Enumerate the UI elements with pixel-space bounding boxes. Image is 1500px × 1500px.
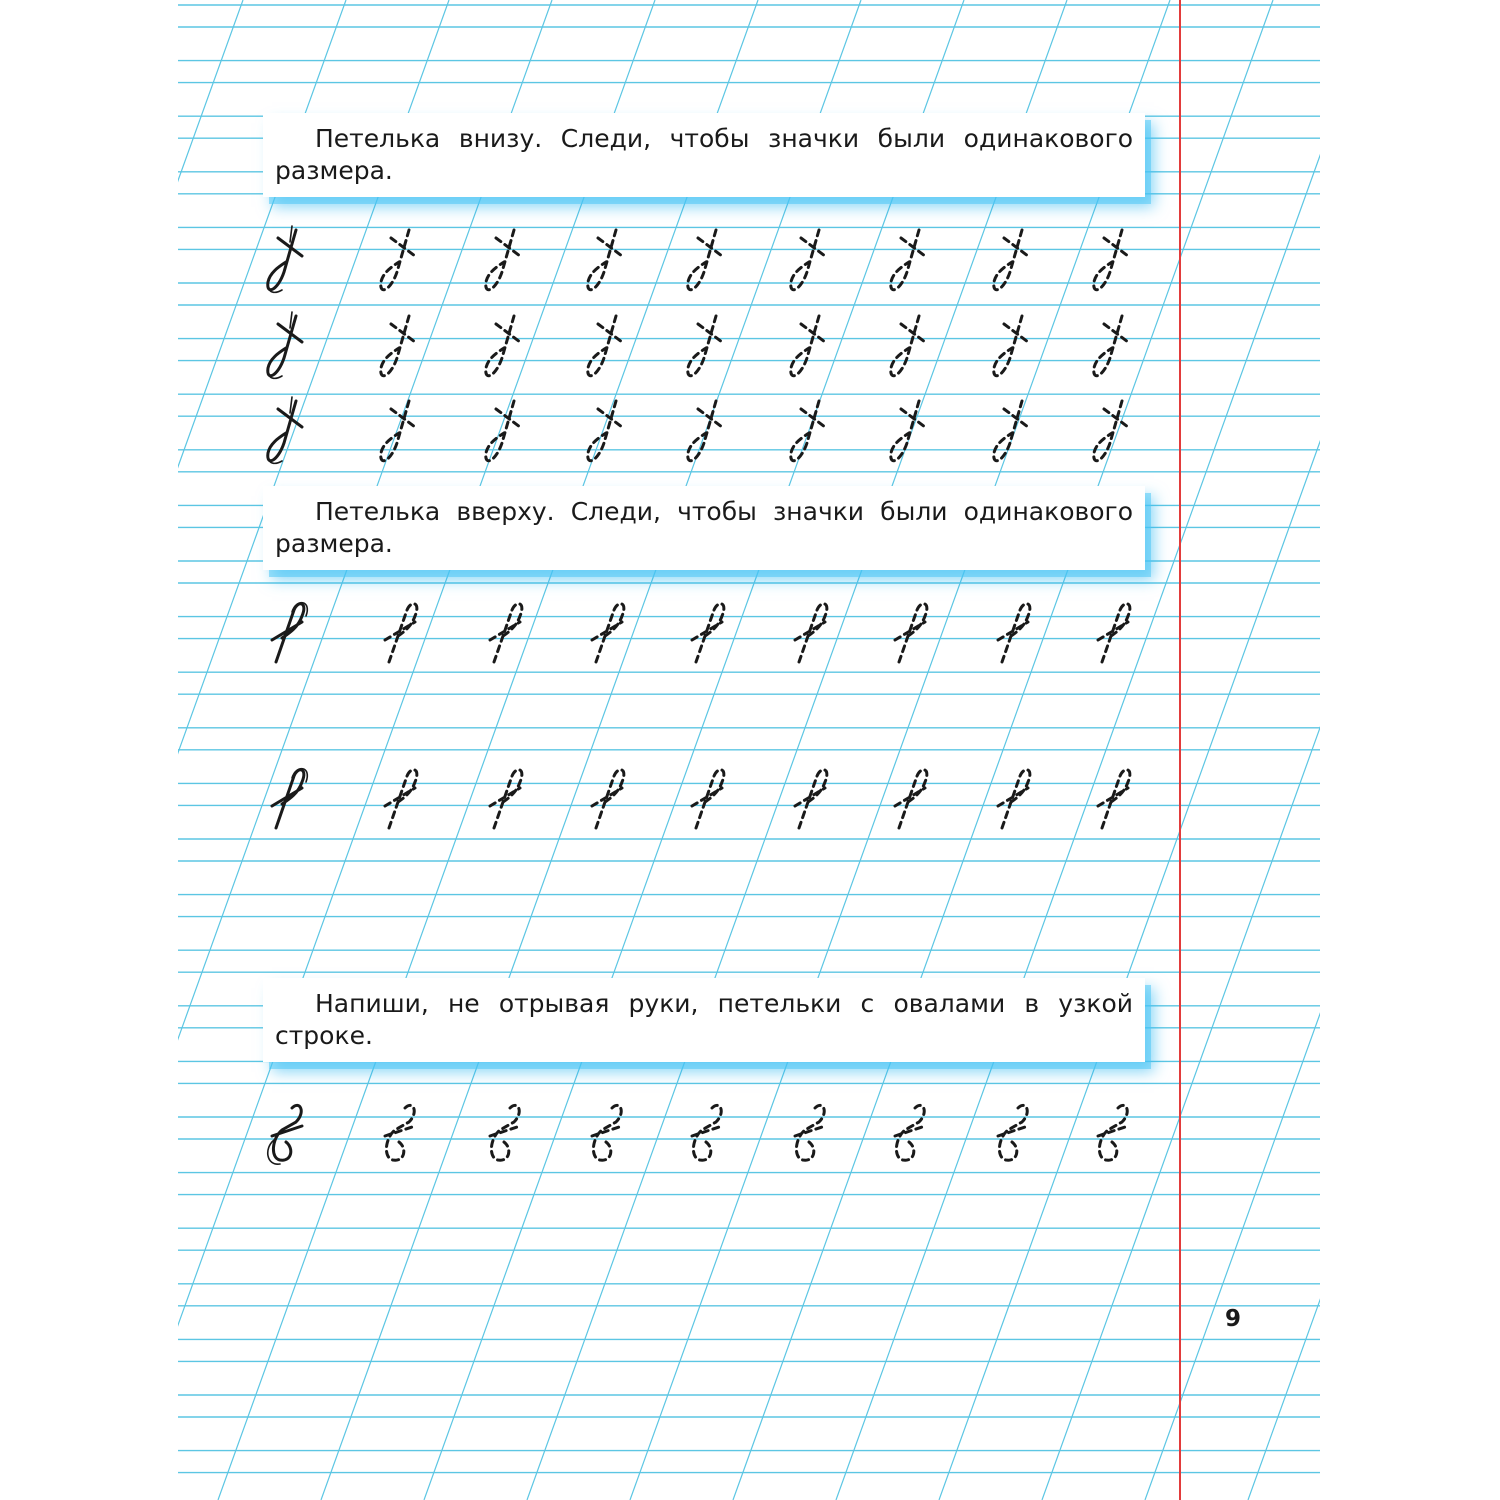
loop-stroke bbox=[381, 316, 415, 376]
letter-element-loop-bottom bbox=[268, 397, 302, 463]
loop-stroke bbox=[588, 230, 622, 290]
loop-stroke bbox=[688, 401, 722, 461]
letter-element-loop-oval bbox=[692, 1105, 722, 1160]
loop-stroke bbox=[272, 604, 304, 662]
letter-element-loop-bottom bbox=[486, 316, 520, 376]
loop-stroke bbox=[268, 401, 302, 461]
page-number: 9 bbox=[1225, 1306, 1242, 1332]
letter-element-loop-bottom bbox=[588, 401, 622, 461]
letter-element-loop-oval bbox=[795, 1105, 825, 1160]
letter-element-loop-top bbox=[490, 604, 522, 662]
loop-stroke bbox=[381, 401, 415, 461]
letter-element-loop-top bbox=[895, 770, 927, 828]
letter-element-loop-oval bbox=[490, 1105, 520, 1160]
letter-element-loop-top bbox=[692, 770, 724, 828]
loop-oval-stroke bbox=[592, 1105, 622, 1160]
letter-element-loop-top bbox=[998, 604, 1030, 662]
letter-element-loop-top bbox=[385, 604, 417, 662]
letter-element-loop-bottom bbox=[891, 230, 925, 290]
loop-stroke bbox=[486, 230, 520, 290]
letter-element-loop-bottom bbox=[994, 316, 1028, 376]
letter-element-loop-bottom bbox=[994, 230, 1028, 290]
loop-stroke bbox=[891, 230, 925, 290]
loop-stroke bbox=[486, 401, 520, 461]
letter-element-loop-bottom bbox=[588, 230, 622, 290]
loop-stroke bbox=[891, 316, 925, 376]
letter-element-loop-bottom bbox=[1094, 230, 1128, 290]
letter-element-loop-bottom bbox=[891, 316, 925, 376]
loop-oval-stroke bbox=[490, 1105, 520, 1160]
task-instruction-1: Петелька внизу. Следи, чтобы значки были одинакового размера. bbox=[263, 113, 1145, 197]
letter-element-loop-top bbox=[795, 770, 827, 828]
letter-element-loop-bottom bbox=[791, 230, 825, 290]
loop-stroke bbox=[692, 604, 724, 662]
letter-element-loop-oval bbox=[998, 1105, 1028, 1160]
loop-stroke bbox=[895, 770, 927, 828]
letter-element-loop-top bbox=[895, 604, 927, 662]
letter-element-loop-bottom bbox=[268, 312, 302, 378]
letter-element-loop-top bbox=[592, 604, 624, 662]
letter-element-loop-bottom bbox=[381, 316, 415, 376]
loop-oval-stroke bbox=[272, 1105, 302, 1160]
loop-stroke bbox=[795, 770, 827, 828]
letter-element-loop-bottom bbox=[381, 230, 415, 290]
letter-element-loop-oval bbox=[1098, 1105, 1128, 1160]
loop-stroke bbox=[795, 604, 827, 662]
loop-stroke bbox=[994, 230, 1028, 290]
loop-oval-stroke bbox=[385, 1105, 415, 1160]
letter-element-loop-bottom bbox=[791, 316, 825, 376]
letter-element-loop-bottom bbox=[588, 316, 622, 376]
loop-stroke bbox=[791, 316, 825, 376]
loop-stroke bbox=[592, 770, 624, 828]
letter-element-loop-top bbox=[592, 770, 624, 828]
loop-oval-stroke bbox=[795, 1105, 825, 1160]
slant-line bbox=[0, 0, 140, 1500]
letter-element-loop-top bbox=[272, 603, 307, 662]
task-instruction-3: Напиши, не отрывая руки, петельки с овалами в узкой строке. bbox=[263, 978, 1145, 1062]
task-instruction-2: Петелька вверху. Следи, чтобы значки были одинакового размера. bbox=[263, 486, 1145, 570]
letter-element-loop-top bbox=[795, 604, 827, 662]
letter-element-loop-top bbox=[272, 769, 307, 828]
loop-stroke bbox=[791, 401, 825, 461]
loop-stroke bbox=[895, 604, 927, 662]
horizontal-lines bbox=[178, 5, 1320, 1473]
loop-stroke bbox=[490, 770, 522, 828]
loop-stroke bbox=[998, 770, 1030, 828]
letter-element-loop-oval bbox=[895, 1105, 925, 1160]
letter-element-loop-top bbox=[692, 604, 724, 662]
letter-element-loop-top bbox=[490, 770, 522, 828]
loop-stroke bbox=[994, 316, 1028, 376]
loop-stroke bbox=[268, 316, 302, 376]
loop-stroke bbox=[268, 230, 302, 290]
letter-element-loop-oval bbox=[268, 1105, 302, 1164]
loop-stroke bbox=[381, 230, 415, 290]
loop-stroke bbox=[588, 401, 622, 461]
letter-element-loop-bottom bbox=[688, 316, 722, 376]
loop-stroke bbox=[1094, 316, 1128, 376]
loop-stroke bbox=[385, 604, 417, 662]
letter-element-loop-top bbox=[998, 770, 1030, 828]
loop-stroke bbox=[385, 770, 417, 828]
slant-line bbox=[1351, 0, 1500, 1500]
letter-element-loop-top bbox=[1098, 604, 1130, 662]
loop-stroke bbox=[486, 316, 520, 376]
letter-element-loop-oval bbox=[385, 1105, 415, 1160]
loop-stroke bbox=[998, 604, 1030, 662]
loop-oval-stroke bbox=[998, 1105, 1028, 1160]
letter-element-loop-bottom bbox=[1094, 316, 1128, 376]
letter-element-loop-bottom bbox=[381, 401, 415, 461]
loop-stroke bbox=[588, 316, 622, 376]
letter-element-loop-bottom bbox=[791, 401, 825, 461]
letter-element-loop-bottom bbox=[486, 401, 520, 461]
loop-stroke bbox=[688, 316, 722, 376]
loop-stroke bbox=[1098, 604, 1130, 662]
letter-element-loop-top bbox=[1098, 770, 1130, 828]
loop-stroke bbox=[272, 770, 304, 828]
letter-element-loop-top bbox=[385, 770, 417, 828]
loop-stroke bbox=[1094, 230, 1128, 290]
loop-oval-stroke bbox=[895, 1105, 925, 1160]
loop-stroke bbox=[1098, 770, 1130, 828]
loop-stroke bbox=[688, 230, 722, 290]
letter-element-loop-bottom bbox=[688, 401, 722, 461]
loop-stroke bbox=[692, 770, 724, 828]
loop-stroke bbox=[490, 604, 522, 662]
loop-stroke bbox=[791, 230, 825, 290]
letter-element-loop-bottom bbox=[688, 230, 722, 290]
loop-stroke bbox=[592, 604, 624, 662]
loop-oval-stroke bbox=[692, 1105, 722, 1160]
letter-element-loop-oval bbox=[592, 1105, 622, 1160]
letter-element-loop-bottom bbox=[486, 230, 520, 290]
loop-oval-stroke bbox=[1098, 1105, 1128, 1160]
